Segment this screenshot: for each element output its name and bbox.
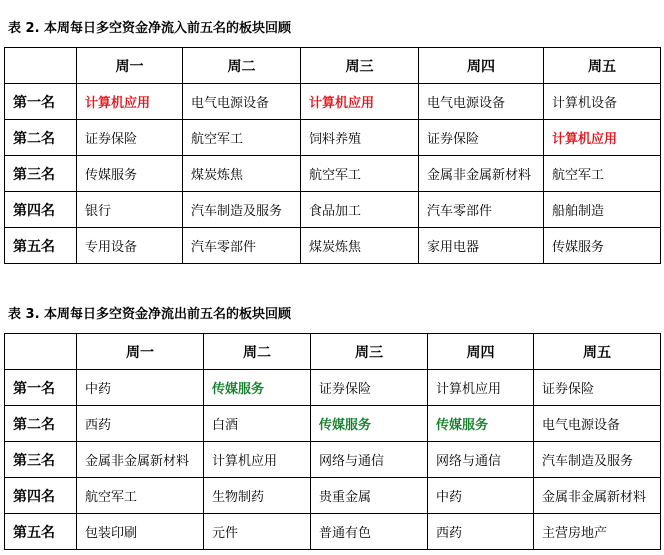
- table-cell: 贵重金属: [311, 478, 428, 514]
- row-header: 第二名: [5, 406, 77, 442]
- table-cell: 传媒服务: [311, 406, 428, 442]
- table-cell: 电气电源设备: [183, 84, 301, 120]
- table-cell: 传媒服务: [77, 156, 183, 192]
- table-cell: 证券保险: [534, 370, 661, 406]
- table-cell: 中药: [77, 370, 204, 406]
- row-header: 第五名: [5, 514, 77, 550]
- table-header-row: [5, 48, 661, 84]
- table-cell: 证券保险: [311, 370, 428, 406]
- table-cell: 家用电器: [419, 228, 544, 264]
- table-cell: 汽车零部件: [183, 228, 301, 264]
- table-cell: 汽车制造及服务: [183, 192, 301, 228]
- table-cell: 西药: [77, 406, 204, 442]
- column-header: 周四: [428, 334, 534, 370]
- table-cell: 计算机应用: [204, 442, 311, 478]
- table-row: [5, 442, 661, 478]
- column-header: 周四: [419, 48, 544, 84]
- column-header: 周五: [534, 334, 661, 370]
- table-cell: 银行: [77, 192, 183, 228]
- row-header: 第五名: [5, 228, 77, 264]
- table-cell: 计算机应用: [428, 370, 534, 406]
- table-row: [5, 406, 661, 442]
- table-cell: 电气电源设备: [419, 84, 544, 120]
- row-header: 第一名: [5, 84, 77, 120]
- row-header: 第一名: [5, 370, 77, 406]
- table-row: [5, 120, 661, 156]
- row-header: 第三名: [5, 156, 77, 192]
- table-cell: 计算机应用: [544, 120, 661, 156]
- table-cell: 煤炭炼焦: [301, 228, 419, 264]
- table-cell: 元件: [204, 514, 311, 550]
- table-row: [5, 514, 661, 550]
- table-cell: 生物制药: [204, 478, 311, 514]
- table-cell: 网络与通信: [311, 442, 428, 478]
- row-header: 第三名: [5, 442, 77, 478]
- table-cell: 计算机应用: [301, 84, 419, 120]
- table-caption: 表 2. 本周每日多空资金净流入前五名的板块回顾: [8, 21, 292, 36]
- table-cell: 传媒服务: [544, 228, 661, 264]
- outflow-table: [4, 333, 661, 550]
- table-cell: 食品加工: [301, 192, 419, 228]
- column-header: 周二: [183, 48, 301, 84]
- table-cell: 普通有色: [311, 514, 428, 550]
- column-header: 周一: [77, 334, 204, 370]
- table-header-row: [5, 334, 661, 370]
- table-cell: 航空军工: [544, 156, 661, 192]
- row-header: 第四名: [5, 192, 77, 228]
- table-cell: 金属非金属新材料: [534, 478, 661, 514]
- table-row: [5, 370, 661, 406]
- table-row: [5, 228, 661, 264]
- table-cell: 航空军工: [183, 120, 301, 156]
- row-header: 第二名: [5, 120, 77, 156]
- table-caption: 表 3. 本周每日多空资金净流出前五名的板块回顾: [8, 307, 292, 322]
- table-cell: 电气电源设备: [534, 406, 661, 442]
- table-cell: 中药: [428, 478, 534, 514]
- column-header: 周二: [204, 334, 311, 370]
- column-header: 周一: [77, 48, 183, 84]
- table-cell: 专用设备: [77, 228, 183, 264]
- table-cell: 主营房地产: [534, 514, 661, 550]
- table-row: [5, 156, 661, 192]
- table-row: [5, 478, 661, 514]
- row-header: 第四名: [5, 478, 77, 514]
- table-cell: 煤炭炼焦: [183, 156, 301, 192]
- table-cell: 传媒服务: [204, 370, 311, 406]
- table-cell: 白酒: [204, 406, 311, 442]
- table-cell: 金属非金属新材料: [77, 442, 204, 478]
- table-cell: 计算机应用: [77, 84, 183, 120]
- table-cell: 航空军工: [77, 478, 204, 514]
- column-header: 周三: [311, 334, 428, 370]
- table-cell: 汽车制造及服务: [534, 442, 661, 478]
- inflow-table: [4, 47, 661, 264]
- corner-cell: [5, 48, 77, 84]
- column-header: 周三: [301, 48, 419, 84]
- table-cell: 西药: [428, 514, 534, 550]
- table-row: [5, 84, 661, 120]
- corner-cell: [5, 334, 77, 370]
- table-cell: 船舶制造: [544, 192, 661, 228]
- table-cell: 证券保险: [77, 120, 183, 156]
- table-cell: 传媒服务: [428, 406, 534, 442]
- table-cell: 航空军工: [301, 156, 419, 192]
- table-cell: 证券保险: [419, 120, 544, 156]
- table-row: [5, 192, 661, 228]
- table-cell: 汽车零部件: [419, 192, 544, 228]
- table-cell: 包装印刷: [77, 514, 204, 550]
- table-cell: 计算机设备: [544, 84, 661, 120]
- column-header: 周五: [544, 48, 661, 84]
- table-cell: 金属非金属新材料: [419, 156, 544, 192]
- table-cell: 饲料养殖: [301, 120, 419, 156]
- table-cell: 网络与通信: [428, 442, 534, 478]
